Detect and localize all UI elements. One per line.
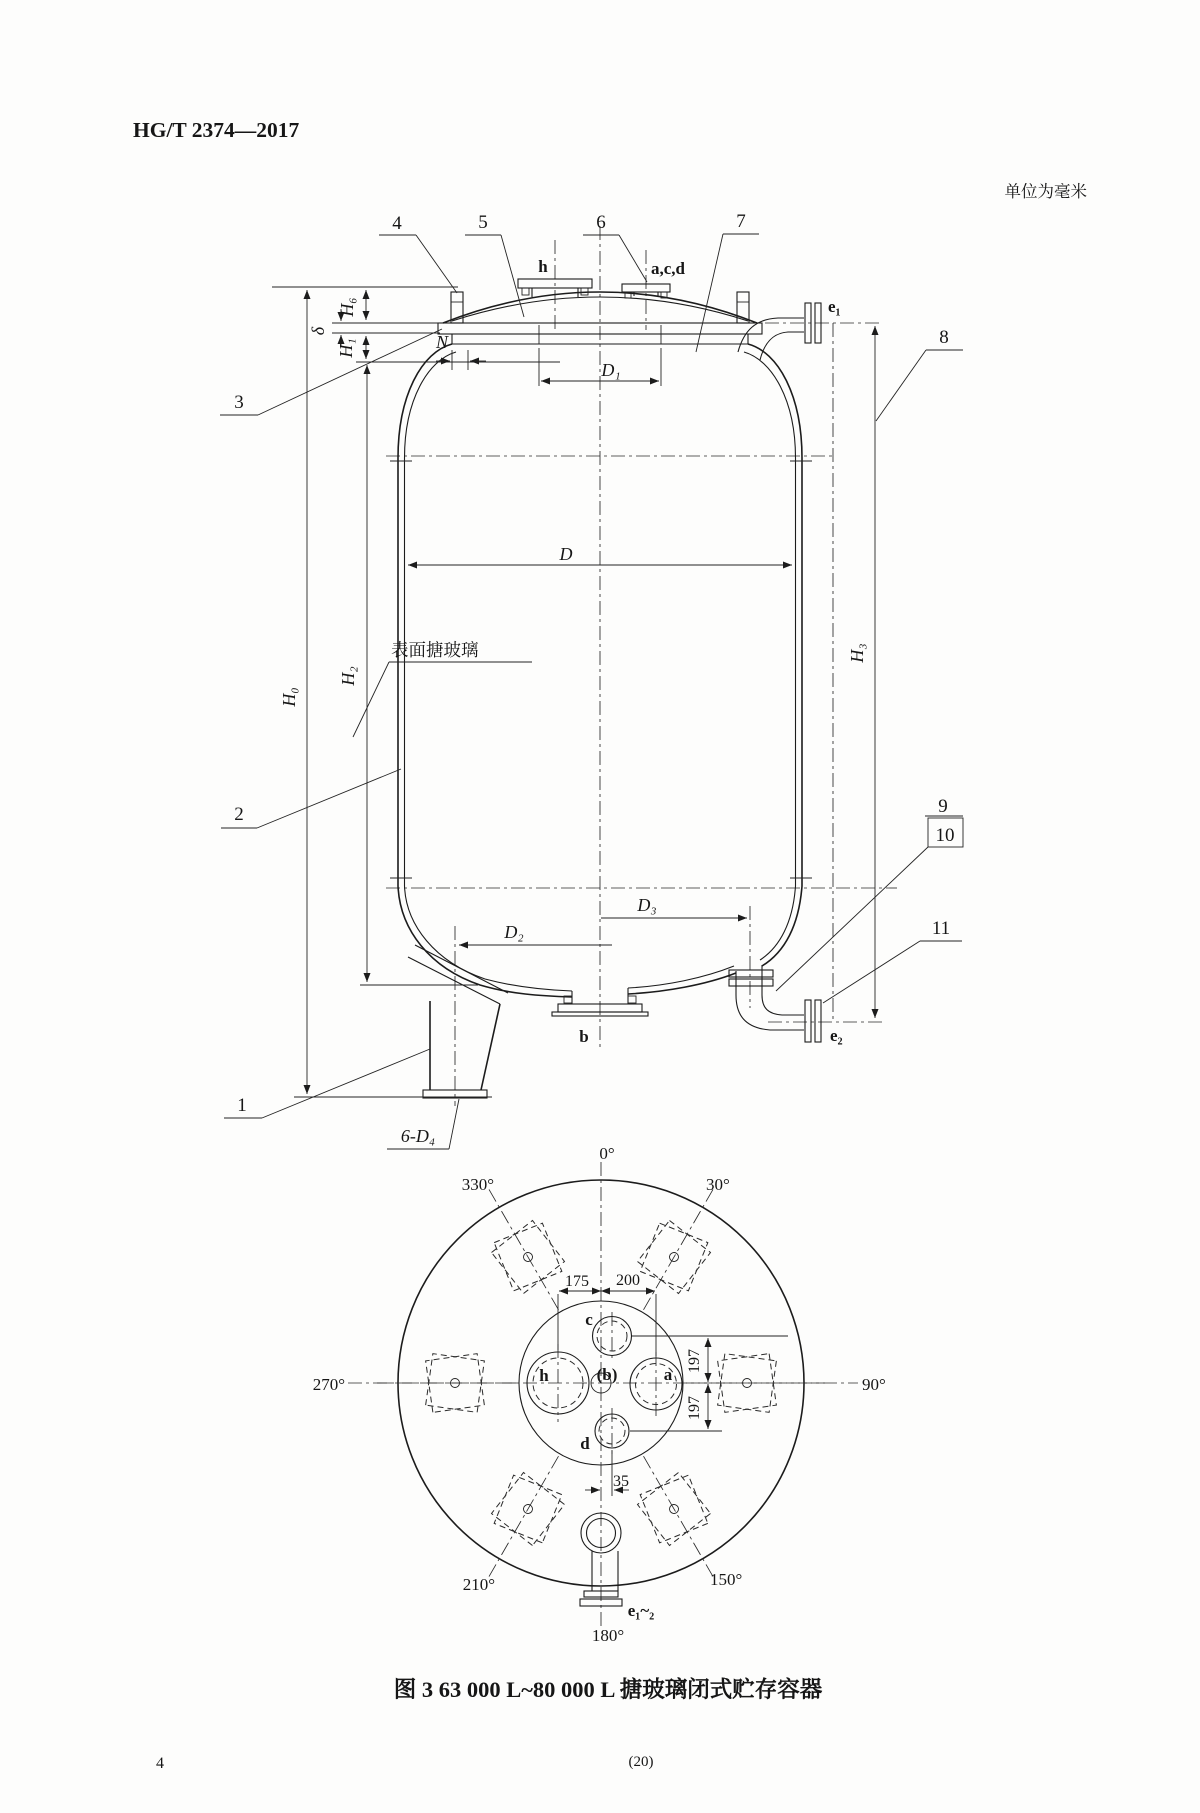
dim-label-d: D xyxy=(559,544,573,564)
nozzle-label-acd: a,c,d xyxy=(651,259,685,278)
angle-label-30: 30° xyxy=(706,1175,730,1194)
plan-nozzles xyxy=(527,1317,682,1607)
plan-nozzle-label-b: (b) xyxy=(596,1365,618,1384)
part-label-7: 7 xyxy=(736,211,746,232)
part-label-3: 3 xyxy=(234,392,244,413)
part-label-1: 1 xyxy=(237,1095,247,1116)
leg-pad-30 xyxy=(618,1175,739,1326)
leg-pad-210 xyxy=(464,1441,585,1592)
part-label-11: 11 xyxy=(931,918,951,939)
leg-pad-330 xyxy=(461,1175,585,1326)
leg-pad-90 xyxy=(685,1354,825,1413)
units-note: 单位为毫米 xyxy=(1004,182,1087,201)
plan-nozzle-label-c: c xyxy=(585,1310,593,1329)
part-label-10: 10 xyxy=(935,825,955,846)
nozzle-e1-pipe xyxy=(738,303,821,360)
extension-lines xyxy=(272,287,661,1097)
page-number: 4 xyxy=(156,1755,164,1772)
elevation-view xyxy=(220,211,963,1149)
plan-dim-200: 200 xyxy=(616,1272,640,1289)
leg-pad-270 xyxy=(377,1354,517,1413)
dim-label-delta: δ xyxy=(308,326,328,336)
angle-label-180: 180° xyxy=(591,1626,625,1645)
dim-label-h3: H₃ xyxy=(847,643,867,663)
angle-label-0: 0° xyxy=(599,1144,615,1163)
dim-label-leg-holes: 6-D₄ xyxy=(400,1126,436,1146)
part-label-2: 2 xyxy=(234,804,244,825)
angle-label-210: 210° xyxy=(462,1575,495,1594)
plan-dim-197-lower: 197 xyxy=(686,1396,703,1420)
dim-label-h1: H₁ xyxy=(336,338,356,358)
standard-code: HG/T 2374—2017 xyxy=(133,118,300,142)
angle-label-90: 90° xyxy=(862,1375,886,1394)
plan-view xyxy=(313,1144,886,1645)
nozzle-e2-flange xyxy=(805,1000,811,1042)
part-label-4: 4 xyxy=(392,213,402,234)
part-label-9: 9 xyxy=(938,796,948,817)
plan-nozzle-label-a: a xyxy=(663,1365,673,1384)
plan-dim-175: 175 xyxy=(565,1273,589,1290)
bottom-outlet xyxy=(729,965,821,1042)
nozzle-label-e1: e₁ xyxy=(828,297,841,316)
plan-nozzle-label-h: h xyxy=(539,1366,549,1385)
plan-nozzle-label-e12: e₁~₂ xyxy=(627,1601,655,1620)
support-leg xyxy=(408,945,508,1098)
figure-caption: 图 3 63 000 L~80 000 L 搪玻璃闭式贮存容器 xyxy=(393,1677,823,1702)
angle-label-150: 150° xyxy=(710,1570,743,1589)
nozzle-label-e2: e₂ xyxy=(830,1026,843,1045)
nozzle-label-b: b xyxy=(579,1027,589,1046)
angle-label-270: 270° xyxy=(312,1375,345,1394)
leg-pad-150 xyxy=(618,1441,739,1592)
dim-label-d2: D₂ xyxy=(504,922,524,942)
part-label-6: 6 xyxy=(596,212,606,233)
angle-label-330: 330° xyxy=(461,1175,494,1194)
nozzle-label-h: h xyxy=(538,257,548,276)
dim-label-d3: D₃ xyxy=(637,895,657,915)
plan-centerlines xyxy=(348,1162,858,1626)
part-label-8: 8 xyxy=(939,327,949,348)
glass-surface-note: 表面搪玻璃 xyxy=(391,640,479,660)
plan-dim-35: 35 xyxy=(613,1473,629,1490)
plan-dim-197-upper: 197 xyxy=(686,1349,703,1373)
part-label-5: 5 xyxy=(478,212,488,233)
vessel-shell xyxy=(390,344,812,997)
dim-label-h0: H₀ xyxy=(279,687,299,707)
dim-label-h6: H₆ xyxy=(337,297,357,317)
dim-label-d1: D₁ xyxy=(601,360,621,380)
dim-label-h2: H₂ xyxy=(338,666,358,686)
dim-label-n: N xyxy=(435,332,449,352)
plan-nozzle-label-d: d xyxy=(580,1434,590,1453)
folio-number: (20) xyxy=(628,1754,654,1770)
centerlines xyxy=(386,226,897,1106)
